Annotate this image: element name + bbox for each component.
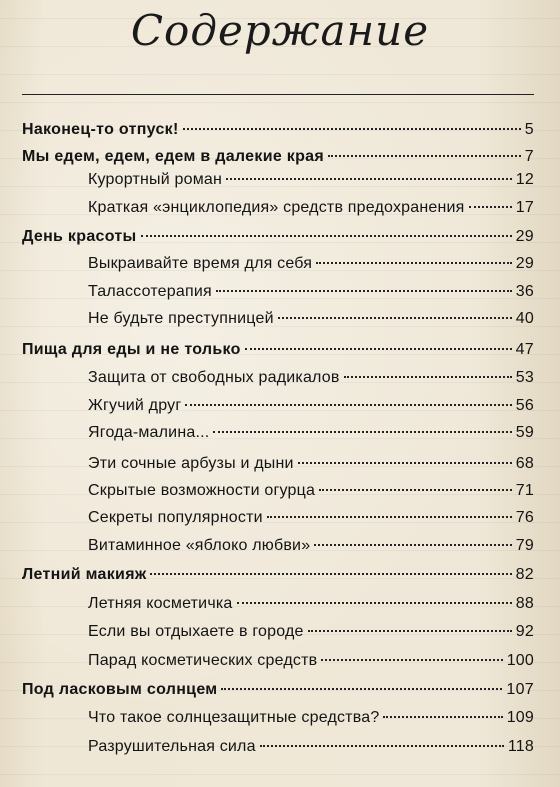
page-number: 82 xyxy=(515,566,534,583)
toc-chapter xyxy=(22,563,534,587)
dot-leader xyxy=(150,573,511,575)
section-title: Витаминное «яблоко любви» xyxy=(88,537,311,554)
page-number: 36 xyxy=(515,283,534,300)
dot-leader xyxy=(278,317,512,319)
dot-leader xyxy=(314,544,512,546)
page-title: Содержание xyxy=(130,6,430,55)
dot-leader xyxy=(267,516,512,518)
page-number: 107 xyxy=(506,681,534,698)
toc-chapter xyxy=(22,225,534,249)
chapter-title: Под ласковым солнцем xyxy=(22,681,218,698)
section-title: Секреты популярности xyxy=(88,509,263,526)
chapter-title: Летний макияж xyxy=(22,566,147,583)
dot-leader xyxy=(183,128,521,130)
page-number: 29 xyxy=(515,228,534,245)
toc-chapter xyxy=(22,118,534,142)
section-title: Ягода-малина... xyxy=(88,424,210,441)
toc-chapter xyxy=(22,338,534,362)
page-number: 118 xyxy=(507,738,534,755)
page-number: 17 xyxy=(515,199,534,216)
toc-section xyxy=(88,649,534,673)
dot-leader xyxy=(237,602,512,604)
page-number: 29 xyxy=(515,255,534,272)
toc-section xyxy=(88,394,534,418)
page-number: 76 xyxy=(515,509,534,526)
page-number: 12 xyxy=(515,171,534,188)
page-number: 47 xyxy=(515,341,534,358)
section-title: Выкраивайте время для себя xyxy=(88,255,313,272)
page-number: 100 xyxy=(506,652,534,669)
page-number: 40 xyxy=(515,310,534,327)
dot-leader xyxy=(221,688,502,690)
chapter-title: День красоты xyxy=(22,228,137,245)
dot-leader xyxy=(226,178,512,180)
section-title: Если вы отдыхаете в городе xyxy=(88,623,304,640)
section-title: Летняя косметичка xyxy=(88,595,233,612)
dot-leader xyxy=(216,290,512,292)
page-number: 59 xyxy=(515,424,534,441)
section-title: Эти сочные арбузы и дыни xyxy=(88,455,294,472)
page-number: 71 xyxy=(515,482,534,499)
dot-leader xyxy=(321,659,502,661)
section-title: Защита от свободных радикалов xyxy=(88,369,340,386)
section-title: Жгучий друг xyxy=(88,397,182,414)
page-number: 79 xyxy=(515,537,534,554)
page-number: 7 xyxy=(524,148,534,165)
section-title: Талассотерапия xyxy=(88,283,212,300)
toc-section xyxy=(88,307,534,331)
toc-section xyxy=(88,196,534,220)
toc-section xyxy=(88,252,534,276)
dot-leader xyxy=(383,716,502,718)
dot-leader xyxy=(316,262,512,264)
dot-leader xyxy=(308,630,512,632)
toc-chapter xyxy=(22,678,534,702)
toc-section xyxy=(88,706,534,730)
section-title: Разрушительная сила xyxy=(88,738,256,755)
toc-section xyxy=(88,534,534,558)
toc-section xyxy=(88,421,534,445)
dot-leader xyxy=(319,489,512,491)
dot-leader xyxy=(185,404,511,406)
toc-section xyxy=(88,366,534,390)
page-number: 109 xyxy=(506,709,534,726)
dot-leader xyxy=(141,235,512,237)
section-title: Скрытые возможности огурца xyxy=(88,482,316,499)
dot-leader xyxy=(298,462,512,464)
dot-leader xyxy=(469,206,512,208)
section-title: Не будьте преступницей xyxy=(88,310,274,327)
chapter-title: Пища для еды и не только xyxy=(22,341,241,358)
page-number: 68 xyxy=(515,455,534,472)
section-title: Курортный роман xyxy=(88,171,223,188)
chapter-title: Наконец-то отпуск! xyxy=(22,121,179,138)
toc-section xyxy=(88,735,534,759)
dot-leader xyxy=(344,376,512,378)
section-title: Что такое солнцезащитные средства? xyxy=(88,709,380,726)
page-number: 5 xyxy=(524,121,534,138)
toc-section xyxy=(88,592,534,616)
toc-section xyxy=(88,452,534,476)
toc-section xyxy=(88,620,534,644)
chapter-title: Мы едем, едем, едем в далекие края xyxy=(22,148,324,165)
toc-section xyxy=(88,280,534,304)
section-title: Парад косметических средств xyxy=(88,652,318,669)
page-number: 56 xyxy=(515,397,534,414)
page-number: 92 xyxy=(515,623,534,640)
dot-leader xyxy=(328,155,521,157)
dot-leader xyxy=(245,348,512,350)
dot-leader xyxy=(260,745,504,747)
toc-chapter xyxy=(22,145,534,169)
page-number: 88 xyxy=(515,595,534,612)
page-number: 53 xyxy=(515,369,534,386)
section-title: Краткая «энциклопедия» средств предохранения xyxy=(88,199,465,216)
toc-section xyxy=(88,506,534,530)
toc-section xyxy=(88,168,534,192)
toc-section xyxy=(88,479,534,503)
dot-leader xyxy=(213,431,511,433)
